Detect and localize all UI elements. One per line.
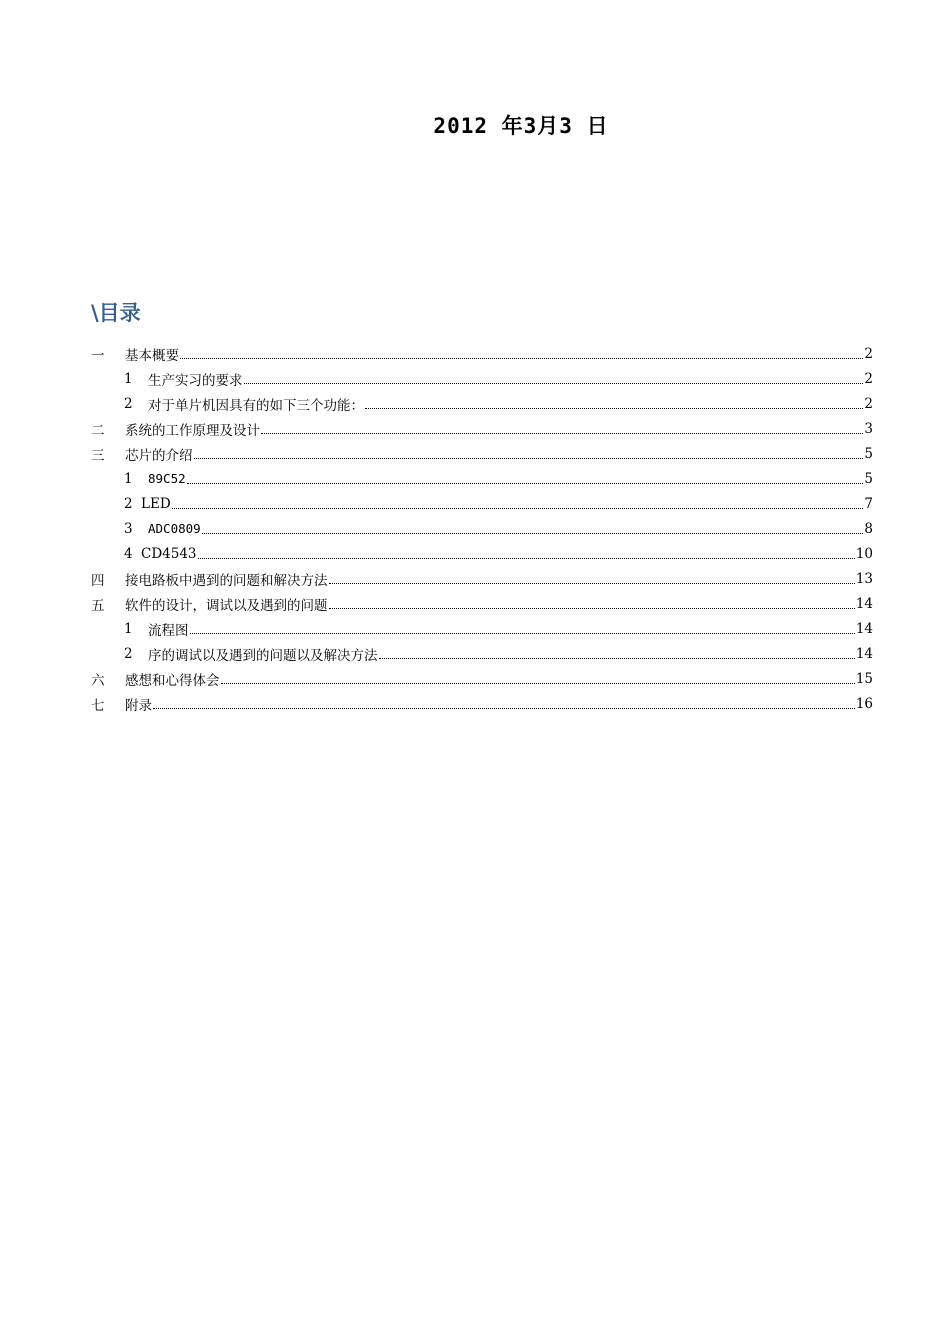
toc-dot-leader [329, 582, 855, 584]
toc-entry-title: 对于单片机因具有的如下三个功能： [148, 397, 364, 414]
toc-entry[interactable] [91, 641, 873, 666]
toc-entry-page: 2 [864, 345, 873, 362]
toc-entry[interactable] [91, 366, 873, 391]
toc-dot-leader [198, 557, 855, 559]
report-date: 2012 年3月3 日 [433, 114, 609, 138]
toc-entry-number: 三 [91, 447, 105, 464]
toc-entry-title: 感想和心得体会 [125, 672, 220, 689]
toc-entry-number: 4 [124, 545, 133, 562]
toc-dot-leader [187, 482, 864, 484]
toc-entry-title: 流程图 [148, 622, 189, 639]
toc-entry-page: 15 [855, 670, 873, 687]
toc-dot-leader [221, 682, 855, 684]
toc-entry-page: 2 [864, 370, 873, 387]
toc-entry[interactable] [91, 691, 873, 716]
toc-dot-leader [153, 707, 855, 709]
toc-entry-title: CD4543 [141, 545, 197, 562]
table-of-contents [91, 341, 873, 716]
toc-entry-page: 2 [864, 395, 873, 412]
toc-entry-title: 附录 [125, 697, 152, 714]
toc-entry-number: 3 [124, 520, 133, 537]
toc-entry[interactable] [91, 341, 873, 366]
toc-dot-leader [172, 507, 864, 509]
toc-entry-title: 芯片的介绍 [125, 447, 193, 464]
toc-entry-page: 5 [864, 445, 873, 462]
toc-entry-page: 3 [864, 420, 873, 437]
toc-entry-number: 一 [91, 347, 105, 364]
toc-entry[interactable] [91, 616, 873, 641]
toc-entry-page: 14 [855, 620, 873, 637]
toc-entry-page: 10 [855, 545, 873, 562]
toc-dot-leader [180, 357, 863, 359]
toc-dot-leader [365, 407, 863, 409]
toc-entry-page: 13 [855, 570, 873, 587]
toc-entry-number: 1 [124, 620, 133, 637]
toc-entry[interactable] [91, 666, 873, 691]
toc-entry-page: 16 [855, 695, 873, 712]
toc-entry-page: 14 [855, 595, 873, 612]
toc-entry-title: 接电路板中遇到的问题和解决方法 [125, 572, 328, 589]
toc-entry-title: 序的调试以及遇到的问题以及解决方法 [148, 647, 378, 664]
toc-entry[interactable] [91, 566, 873, 591]
toc-entry-page: 7 [864, 495, 873, 512]
toc-entry-title: 系统的工作原理及设计 [125, 422, 260, 439]
toc-dot-leader [194, 457, 864, 459]
toc-heading: \目录 [91, 301, 141, 325]
toc-entry[interactable] [91, 591, 873, 616]
toc-entry-title: 基本概要 [125, 347, 179, 364]
toc-entry-title: 生产实习的要求 [148, 372, 243, 389]
toc-entry-number: 五 [91, 597, 105, 614]
toc-entry[interactable] [91, 541, 873, 566]
toc-entry-title: 软件的设计，调试以及遇到的问题 [125, 597, 328, 614]
toc-dot-leader [329, 607, 855, 609]
toc-entry-number: 2 [124, 395, 133, 412]
toc-entry[interactable] [91, 441, 873, 466]
toc-entry-title: ADC0809 [148, 521, 201, 536]
toc-entry[interactable] [91, 491, 873, 516]
toc-entry-number: 二 [91, 422, 105, 439]
toc-dot-leader [202, 532, 864, 534]
toc-dot-leader [379, 657, 855, 659]
toc-entry-number: 2 [124, 645, 133, 662]
toc-entry-number: 七 [91, 697, 105, 714]
toc-entry-page: 8 [864, 520, 873, 537]
toc-dot-leader [244, 382, 864, 384]
toc-entry-number: 1 [124, 370, 133, 387]
toc-entry[interactable] [91, 516, 873, 541]
toc-entry-number: 六 [91, 672, 105, 689]
toc-dot-leader [261, 432, 863, 434]
toc-entry[interactable] [91, 416, 873, 441]
toc-entry-number: 四 [91, 572, 105, 589]
toc-entry-page: 5 [864, 470, 873, 487]
toc-dot-leader [190, 632, 855, 634]
toc-entry-page: 14 [855, 645, 873, 662]
toc-entry-title: 89C52 [148, 471, 186, 486]
toc-entry[interactable] [91, 391, 873, 416]
toc-entry-title: LED [141, 495, 171, 512]
toc-entry-number: 2 [124, 495, 133, 512]
toc-entry[interactable] [91, 466, 873, 491]
toc-entry-number: 1 [124, 470, 133, 487]
